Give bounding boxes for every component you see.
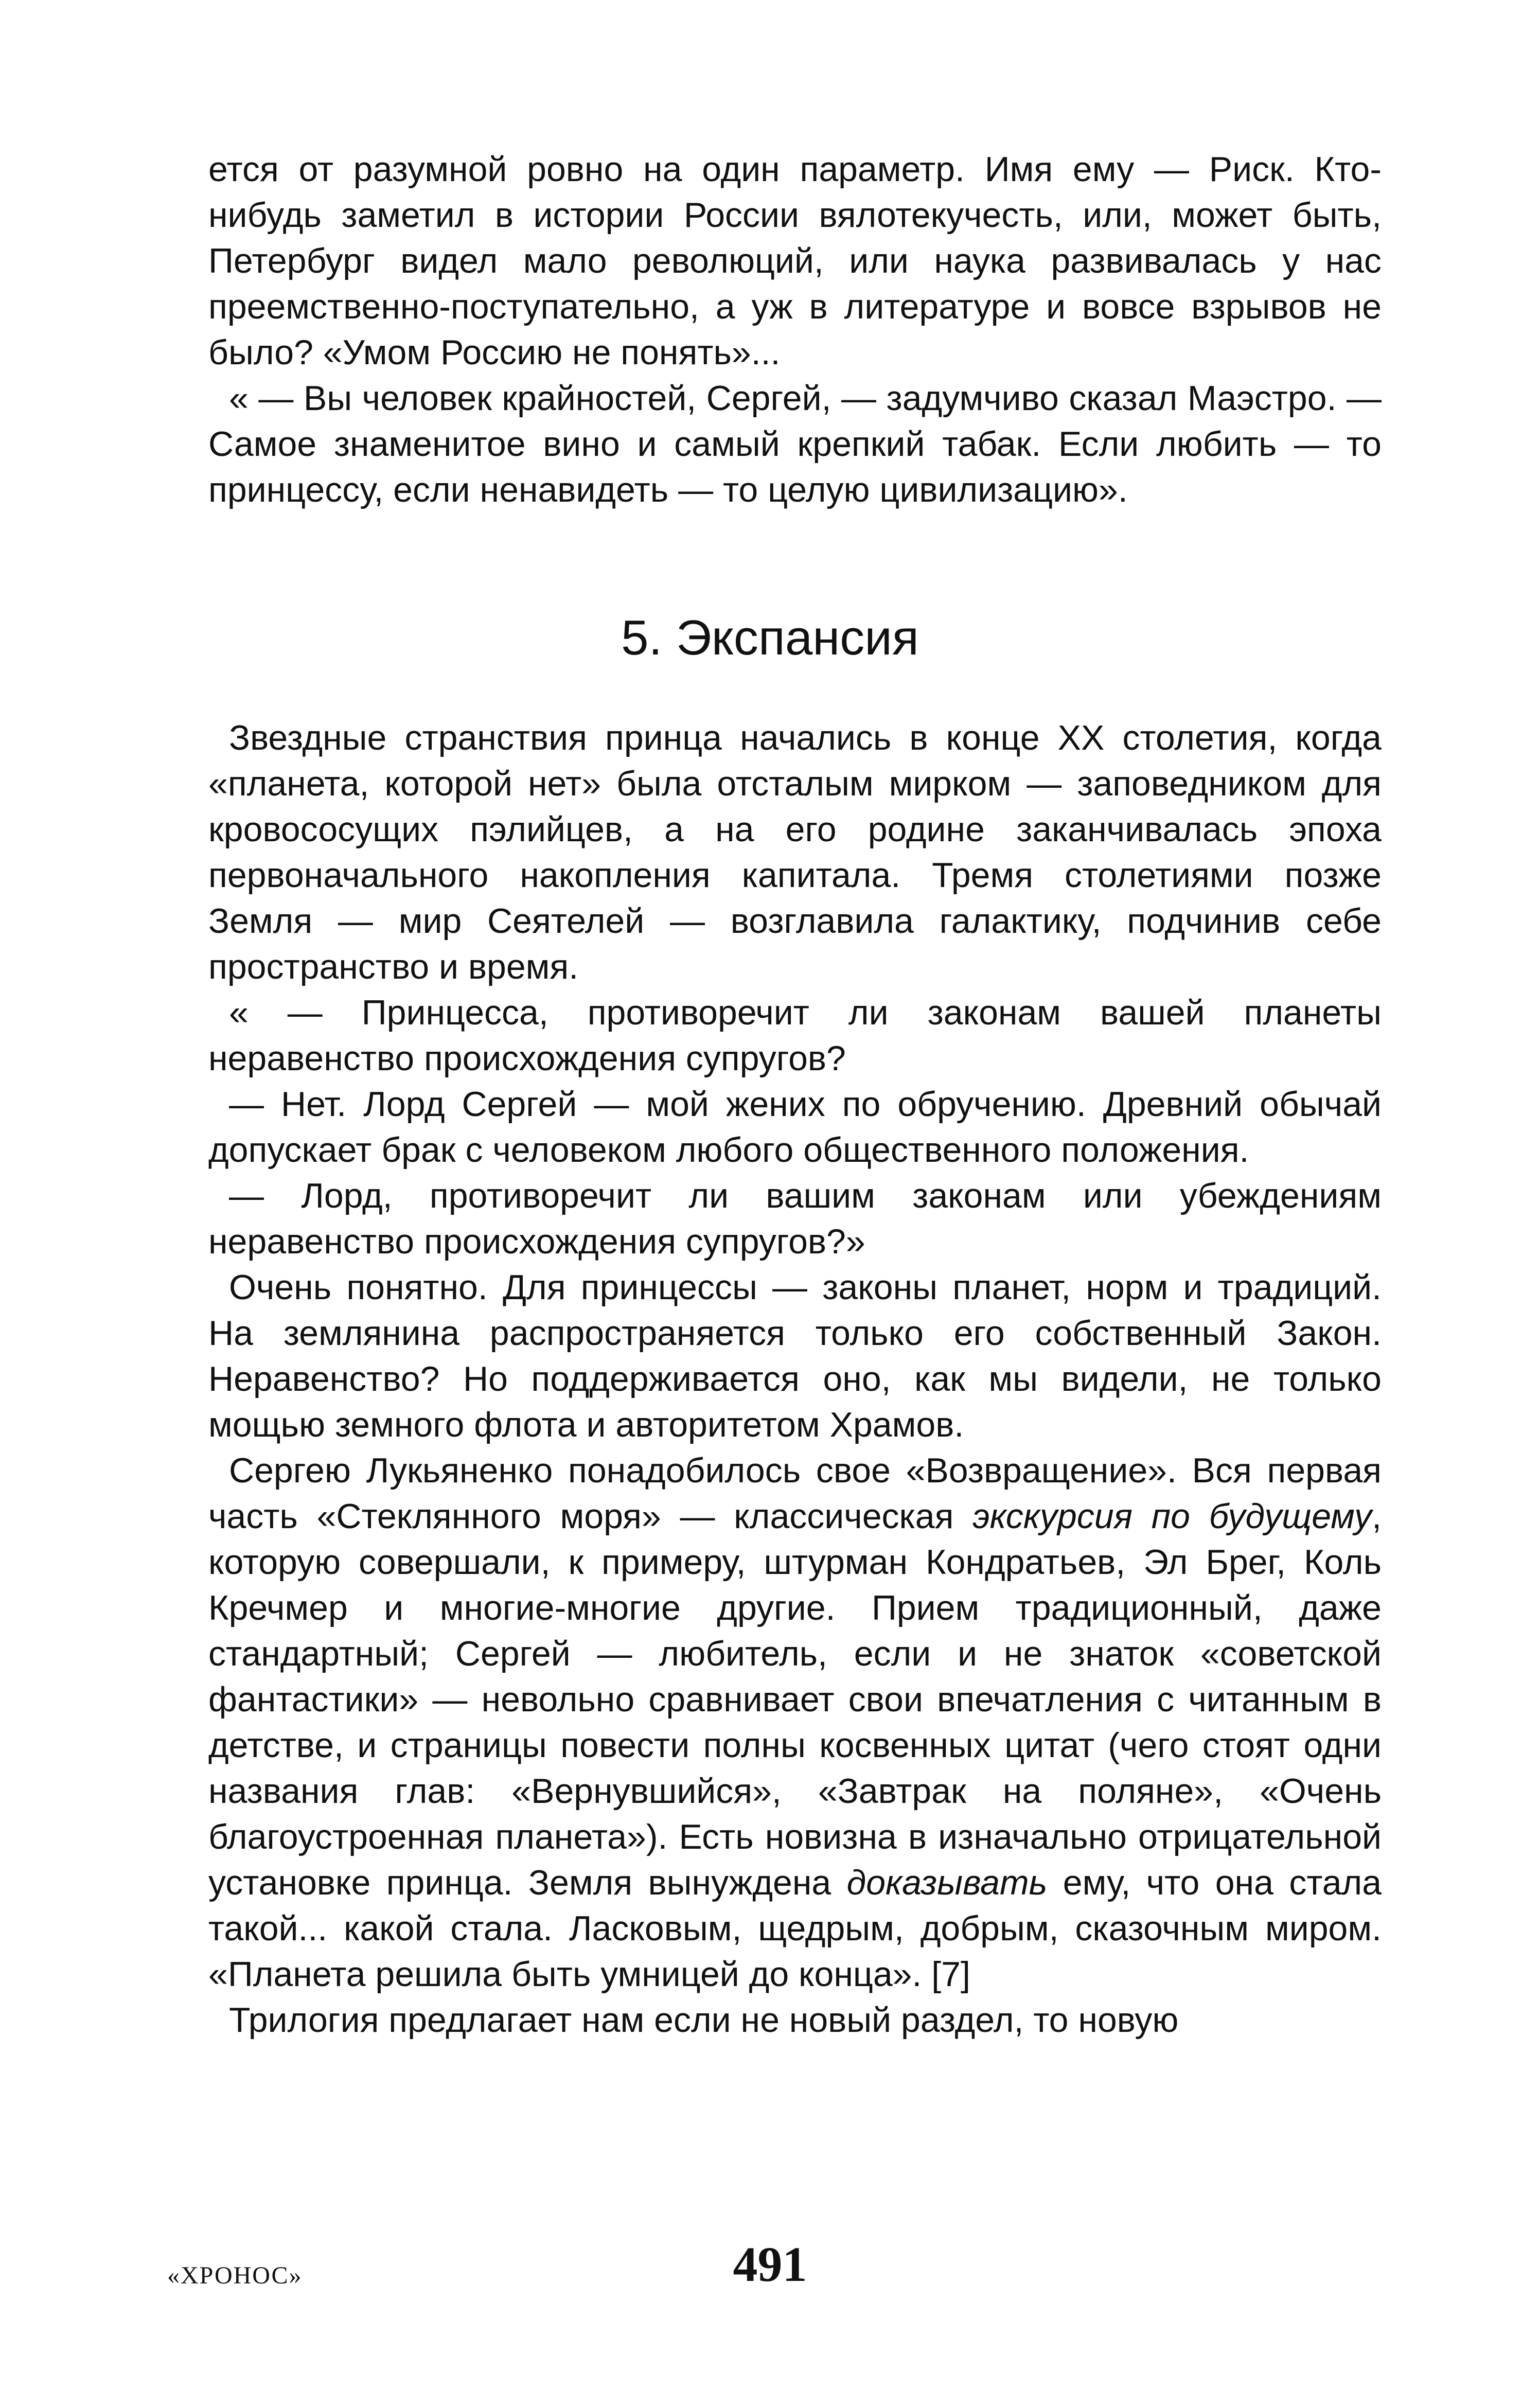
text-run: ему, что она стала такой... какой стала. Ласковым, щедрым, добрым, сказочным миром. «Планета решила быть умницей до конца». [7] xyxy=(208,1863,1382,1994)
paragraph: Трилогия предлагает нам если не новый раздел, то новую xyxy=(229,2000,1179,2040)
italic-run: экскурсия по будущему xyxy=(972,1497,1372,1536)
page-number: 491 xyxy=(733,2237,807,2292)
paragraph-lukyanenko xyxy=(208,1448,1382,1997)
paragraph: — Нет. Лорд Сергей — мой жених по обручению. Древний обычай допускает брак с человеком любого общественного положения. xyxy=(208,1085,1382,1170)
paragraph: « — Вы человек крайностей, Сергей, — задумчиво сказал Маэстро. — Самое знаменитое вино и самый крепкий табак. Если любить — то принцессу, если ненавидеть — то целую цивилизацию». xyxy=(208,379,1382,509)
top-text-block xyxy=(208,147,1382,513)
paragraph: « — Принцесса, противоречит ли законам вашей планеты неравенство происхождения супругов? xyxy=(208,993,1382,1078)
paragraph: Очень понятно. Для принцессы — законы планет, норм и традиций. На землянина распространяется только его собственный Закон. Неравенство? Но поддерживается оно, как мы видели, не только мощью земного флота и авторитетом Храмов. xyxy=(208,1268,1382,1444)
text-run: Сергею Лукьяненко понадобилось свое «Возвращение». Вся первая часть «Стеклянного моря» — классическая xyxy=(208,1451,1382,1536)
italic-run: доказывать xyxy=(846,1863,1048,1902)
section-title: 5. Экспансия xyxy=(621,610,919,665)
publisher-mark: «ХРОНОС» xyxy=(167,2262,303,2289)
main-text-block xyxy=(208,715,1382,2043)
paragraph: — Лорд, противоречит ли вашим законам или убеждениям неравенство происхождения супругов?» xyxy=(208,1176,1382,1261)
text-run: , которую совершали, к примеру, штурман Кондратьев, Эл Брег, Коль Кречмер и многие-многие другие. Прием традиционный, даже стандартный; Сергей — любитель, если и не знаток «советской фантастики» — невольно сравнивает свои впечатления с читанным в детстве, и страницы повести полны косвенных цитат (чего стоят одни названия глав: «Вернувшийся», «Завтрак на поляне», «Очень благоустроенная планета»). Есть новизна в изначально отрицательной установке принца. Земля вынуждена xyxy=(208,1497,1382,1902)
paragraph: ется от разумной ровно на один параметр. Имя ему — Риск. Кто-нибудь заметил в истории России вялотекучесть, или, может быть, Петербург видел мало революций, или наука развивалась у нас преемственно-поступательно, а уж в литературе и вовсе взрывов не было? «Умом Россию не понять»... xyxy=(208,150,1382,372)
paragraph: Звездные странствия принца начались в конце XX столетия, когда «планета, которой нет» была отсталым мирком — заповедником для кровососущих пэлийцев, а на его родине заканчивалась эпоха первоначального накопления капитала. Тремя столетиями позже Земля — мир Сеятелей — возглавила галактику, подчинив себе пространство и время. xyxy=(208,718,1382,986)
